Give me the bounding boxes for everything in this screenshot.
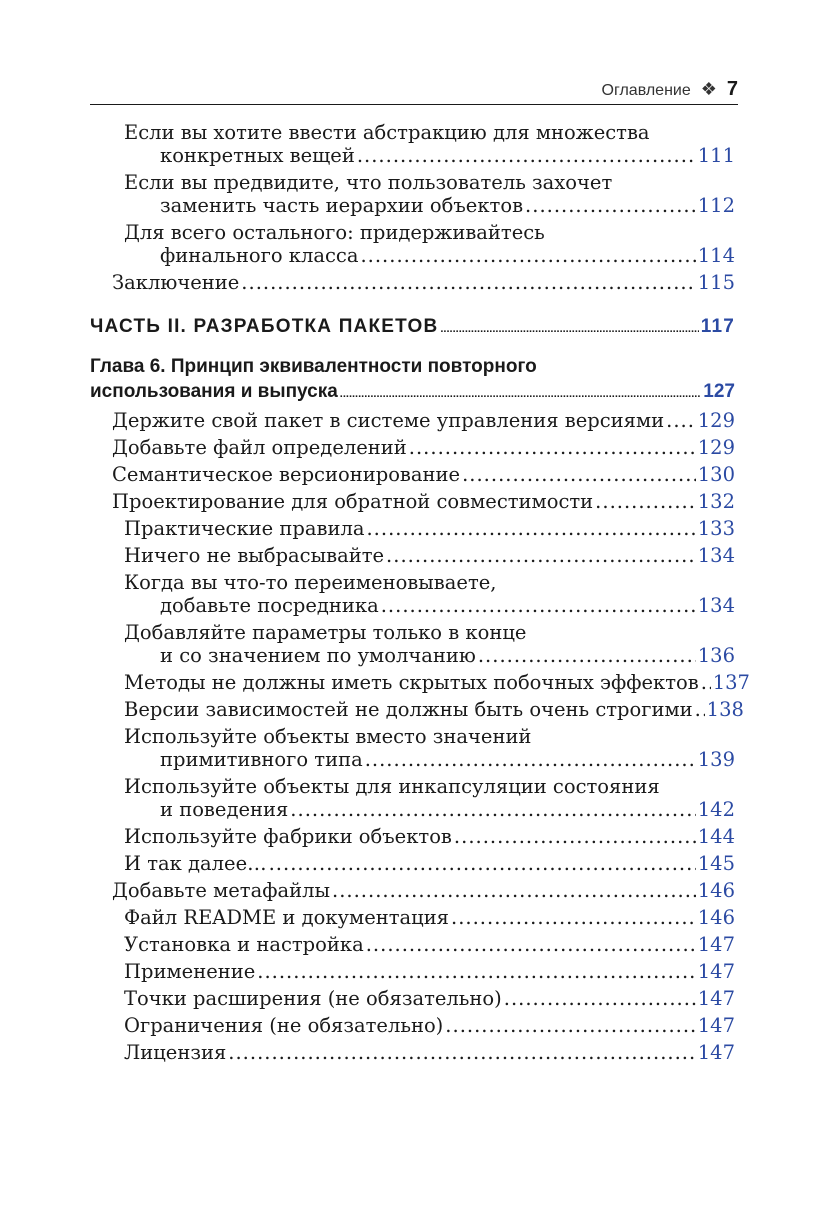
toc-entry-title: Лицензия xyxy=(124,1041,227,1064)
toc-entry-title-cont: примитивного типа xyxy=(160,748,363,771)
leader-dots xyxy=(695,698,705,721)
toc-entry[interactable] xyxy=(112,436,735,459)
toc-entry-title: Установка и настройка xyxy=(124,933,364,956)
toc-entry-title: Заключение xyxy=(112,271,240,294)
toc-page-link[interactable]: 136 xyxy=(697,644,735,667)
toc-entry-title-cont: конкретных вещей xyxy=(160,144,355,167)
toc-entry[interactable] xyxy=(112,409,735,432)
leader-dots xyxy=(228,1041,695,1064)
part-title: ЧАСТЬ II. РАЗРАБОТКА ПАКЕТОВ xyxy=(90,316,439,337)
leader-dots xyxy=(701,671,711,694)
toc-page-link[interactable]: 147 xyxy=(697,960,735,983)
toc-entry[interactable] xyxy=(124,517,735,540)
toc-entry-title: Добавьте метафайлы xyxy=(112,879,330,902)
toc-page-link[interactable]: 144 xyxy=(697,825,735,848)
toc-entry[interactable] xyxy=(124,544,735,567)
toc-entry-title: Версии зависимостей не должны быть очень строгими xyxy=(124,698,693,721)
leader-dots xyxy=(504,987,696,1010)
toc-entry[interactable] xyxy=(124,775,735,821)
page-number: 7 xyxy=(726,78,738,100)
toc-entry-title-cont: финального класса xyxy=(160,244,359,267)
leader-dots xyxy=(666,409,696,432)
toc-entry[interactable] xyxy=(124,1041,735,1064)
toc-chapter-heading[interactable] xyxy=(90,356,735,403)
toc-page-link[interactable]: 137 xyxy=(712,671,750,694)
toc-part-heading[interactable] xyxy=(90,316,735,338)
toc-page-link[interactable]: 134 xyxy=(697,544,735,567)
toc-entry[interactable] xyxy=(124,221,735,267)
toc-entry-title-cont: и поведения xyxy=(160,798,289,821)
toc-entry[interactable] xyxy=(124,725,735,771)
leader-dots xyxy=(381,594,696,617)
toc-page-link[interactable]: 129 xyxy=(697,436,735,459)
leader-dots xyxy=(595,490,696,513)
toc-entry[interactable] xyxy=(124,571,735,617)
toc-page-link[interactable]: 114 xyxy=(697,244,735,267)
toc-entry-title: Семантическое версионирование xyxy=(112,463,461,486)
toc-page-link[interactable]: 139 xyxy=(697,748,735,771)
toc-entry-title: Используйте фабрики объектов xyxy=(124,825,452,848)
toc-page-link[interactable]: 133 xyxy=(697,517,735,540)
leader-dots xyxy=(365,748,696,771)
header-right xyxy=(602,78,738,101)
toc-entry-title: Добавляйте параметры только в конце xyxy=(124,621,527,644)
leader-dots xyxy=(269,852,696,875)
toc-entry[interactable] xyxy=(124,121,735,167)
toc-entry[interactable] xyxy=(112,879,735,902)
toc-entry[interactable] xyxy=(124,825,735,848)
toc-page-link[interactable]: 129 xyxy=(697,409,735,432)
toc-entry-title: Файл README и документация xyxy=(124,906,449,929)
toc-entry-title: Когда вы что-то переименовываете, xyxy=(124,571,497,594)
toc-entry-title: Используйте объекты вместо значений xyxy=(124,725,532,748)
toc-page-link[interactable]: 146 xyxy=(697,879,735,902)
toc-page-link[interactable]: 138 xyxy=(706,698,744,721)
toc-entry-title-cont: и со значением по умолчанию xyxy=(160,644,476,667)
leader-dots xyxy=(366,933,696,956)
running-header xyxy=(90,74,738,105)
toc-page-link[interactable]: 117 xyxy=(700,316,735,337)
toc-entry[interactable] xyxy=(112,463,735,486)
leader-dots xyxy=(525,194,696,217)
toc-page-link[interactable]: 132 xyxy=(697,490,735,513)
toc-entry-title: Практические правила xyxy=(124,517,365,540)
leader-dots xyxy=(409,436,696,459)
toc-entry-title: Держите свой пакет в системе управления версиями xyxy=(112,409,665,432)
leader-dots xyxy=(454,825,696,848)
toc-entry[interactable] xyxy=(112,490,735,513)
leader-dots xyxy=(366,517,695,540)
chapter-title-cont: использования и выпуска xyxy=(90,381,338,402)
toc-entry-conclusion[interactable] xyxy=(112,271,735,294)
toc-entry[interactable] xyxy=(124,852,735,875)
toc-page-link[interactable]: 147 xyxy=(697,987,735,1010)
leader-dots xyxy=(332,879,696,902)
toc-entry-title: Ничего не выбрасывайте xyxy=(124,544,385,567)
toc-page-link[interactable]: 147 xyxy=(697,1014,735,1037)
leader-dots xyxy=(462,463,696,486)
toc-entry[interactable] xyxy=(124,1014,735,1037)
toc-page-link[interactable]: 115 xyxy=(697,271,735,294)
leader-dots xyxy=(257,960,696,983)
toc-page-link[interactable]: 147 xyxy=(697,1041,735,1064)
toc-page-link[interactable]: 130 xyxy=(697,463,735,486)
leader-dots xyxy=(360,244,695,267)
chapter-title: Глава 6. Принцип эквивалентности повторного xyxy=(90,356,537,377)
toc-page-link[interactable]: 145 xyxy=(697,852,735,875)
leader-dots xyxy=(290,798,695,821)
toc-entry[interactable] xyxy=(124,621,735,667)
toc-entry[interactable] xyxy=(124,698,744,721)
table-of-contents xyxy=(90,121,750,1068)
leader-dots xyxy=(451,906,696,929)
toc-page-link[interactable]: 111 xyxy=(697,144,735,167)
toc-page-link[interactable]: 134 xyxy=(697,594,735,617)
toc-entry-title: Ограничения (не обязательно) xyxy=(124,1014,444,1037)
leader-dots xyxy=(357,144,696,167)
toc-entry-title: Применение xyxy=(124,960,256,983)
toc-page-link[interactable]: 147 xyxy=(697,933,735,956)
toc-entry[interactable] xyxy=(124,987,735,1010)
toc-entry[interactable] xyxy=(124,906,735,929)
toc-entry-title: Методы не должны иметь скрытых побочных эффектов xyxy=(124,671,699,694)
toc-entry[interactable] xyxy=(124,671,750,694)
toc-entry-title-cont: заменить часть иерархии объектов xyxy=(160,194,524,217)
leader-dots xyxy=(386,544,696,567)
ornament-icon: ❖ xyxy=(700,79,717,99)
leader-dots xyxy=(241,271,695,294)
toc-entry-title: Добавьте файл определений xyxy=(112,436,407,459)
toc-page-link[interactable]: 142 xyxy=(697,798,735,821)
leader-dots xyxy=(340,381,702,403)
toc-entry-title: Проектирование для обратной совместимости xyxy=(112,490,594,513)
toc-entry-title-cont: добавьте посредника xyxy=(160,594,379,617)
toc-entry-title: Если вы предвидите, что пользователь захочет xyxy=(124,171,613,194)
toc-page-link[interactable]: 112 xyxy=(697,194,735,217)
toc-page-link[interactable]: 146 xyxy=(697,906,735,929)
toc-entry-title: И так далее… xyxy=(124,852,267,875)
toc-entry[interactable] xyxy=(124,960,735,983)
running-title: Оглавление xyxy=(601,82,691,99)
toc-entry-title: Для всего остального: придерживайтесь xyxy=(124,221,545,244)
toc-entry-title: Используйте объекты для инкапсуляции состояния xyxy=(124,775,660,798)
leader-dots xyxy=(440,316,698,338)
toc-entry[interactable] xyxy=(124,933,735,956)
toc-entry-title: Точки расширения (не обязательно) xyxy=(124,987,502,1010)
leader-dots xyxy=(478,644,696,667)
toc-page-link[interactable]: 127 xyxy=(703,381,735,402)
toc-entry-title: Если вы хотите ввести абстракцию для множества xyxy=(124,121,650,144)
leader-dots xyxy=(445,1014,695,1037)
toc-entry[interactable] xyxy=(124,171,735,217)
